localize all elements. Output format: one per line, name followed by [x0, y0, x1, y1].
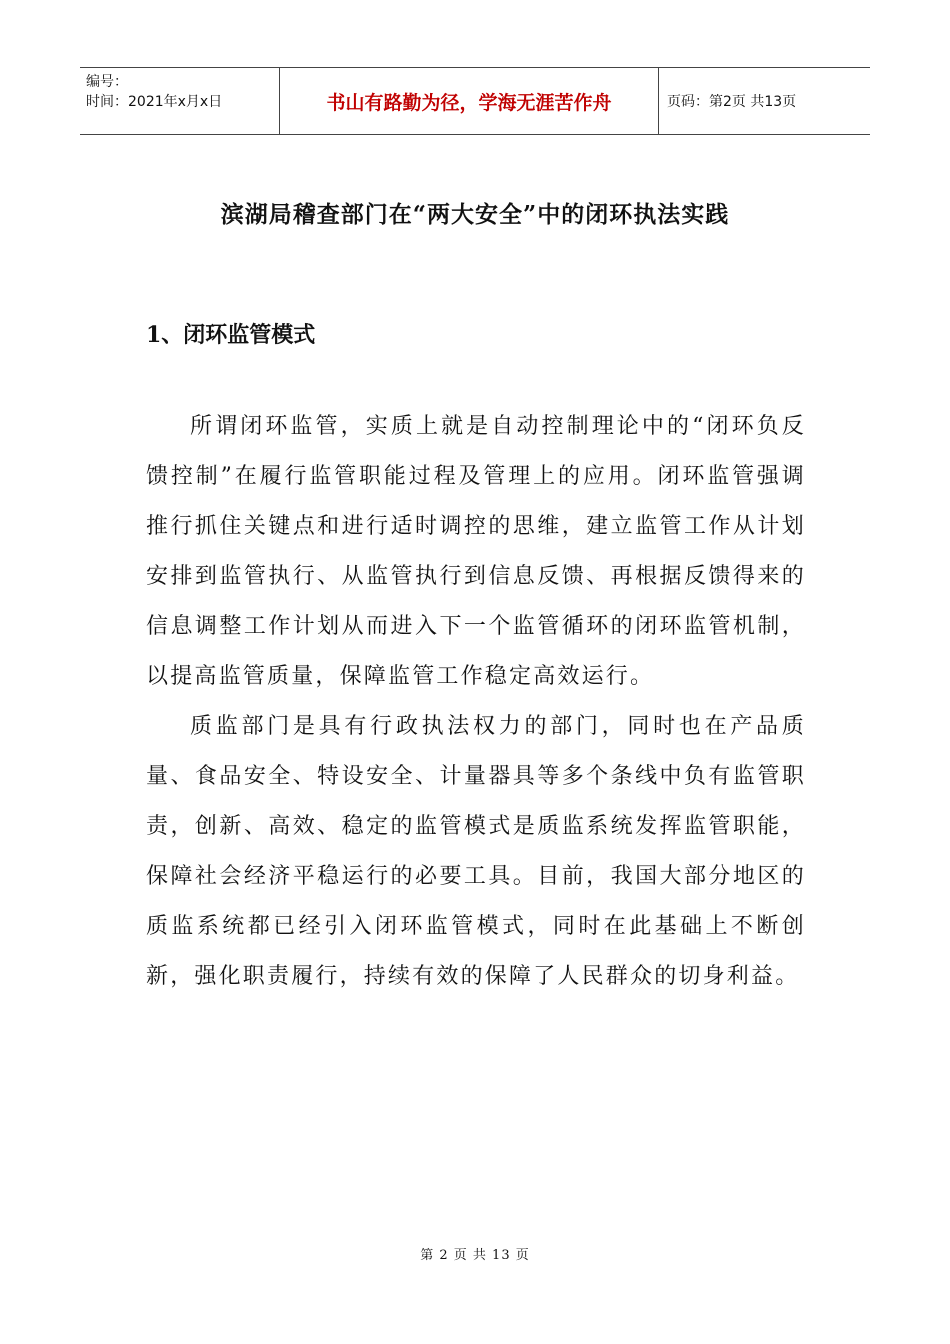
document-date: 时间：2021年x月x日 — [86, 94, 223, 110]
header-motto: 书山有路勤为径，学海无涯苦作舟 — [280, 68, 659, 134]
section-heading: 1、闭环监管模式 — [146, 322, 316, 348]
paragraph: 所谓闭环监管，实质上就是自动控制理论中的“闭环负反馈控制”在履行监管职能过程及管理上的应用。闭环监管强调推行抓住关键点和进行适时调控的思维，建立监管工作从计划安排到监管执行、从监管执行到信息反馈、再根据反馈得来的信息调整工作计划从而进入下一个监管循环的闭环监管机制，以提高监管质量，保障监管工作稳定高效运行。 — [146, 414, 806, 689]
document-body — [146, 402, 806, 1002]
header-page-info: 页码：第2页 共13页 — [667, 94, 797, 110]
document-title: 滨湖局稽查部门在“两大安全”中的闭环执法实践 — [220, 201, 730, 228]
document-number-label: 编号： — [86, 74, 128, 90]
header-meta — [80, 68, 280, 134]
paragraph: 质监部门是具有行政执法权力的部门，同时也在产品质量、食品安全、特设安全、计量器具等多个条线中负有监管职责，创新、高效、稳定的监管模式是质监系统发挥监管职能，保障社会经济平稳运行的必要工具。目前，我国大部分地区的质监系统都已经引入闭环监管模式，同时在此基础上不断创新，强化职责履行，持续有效的保障了人民群众的切身利益。 — [146, 714, 806, 989]
page-header — [80, 67, 870, 135]
page-footer: 第 2 页 共 13 页 — [420, 1248, 530, 1263]
